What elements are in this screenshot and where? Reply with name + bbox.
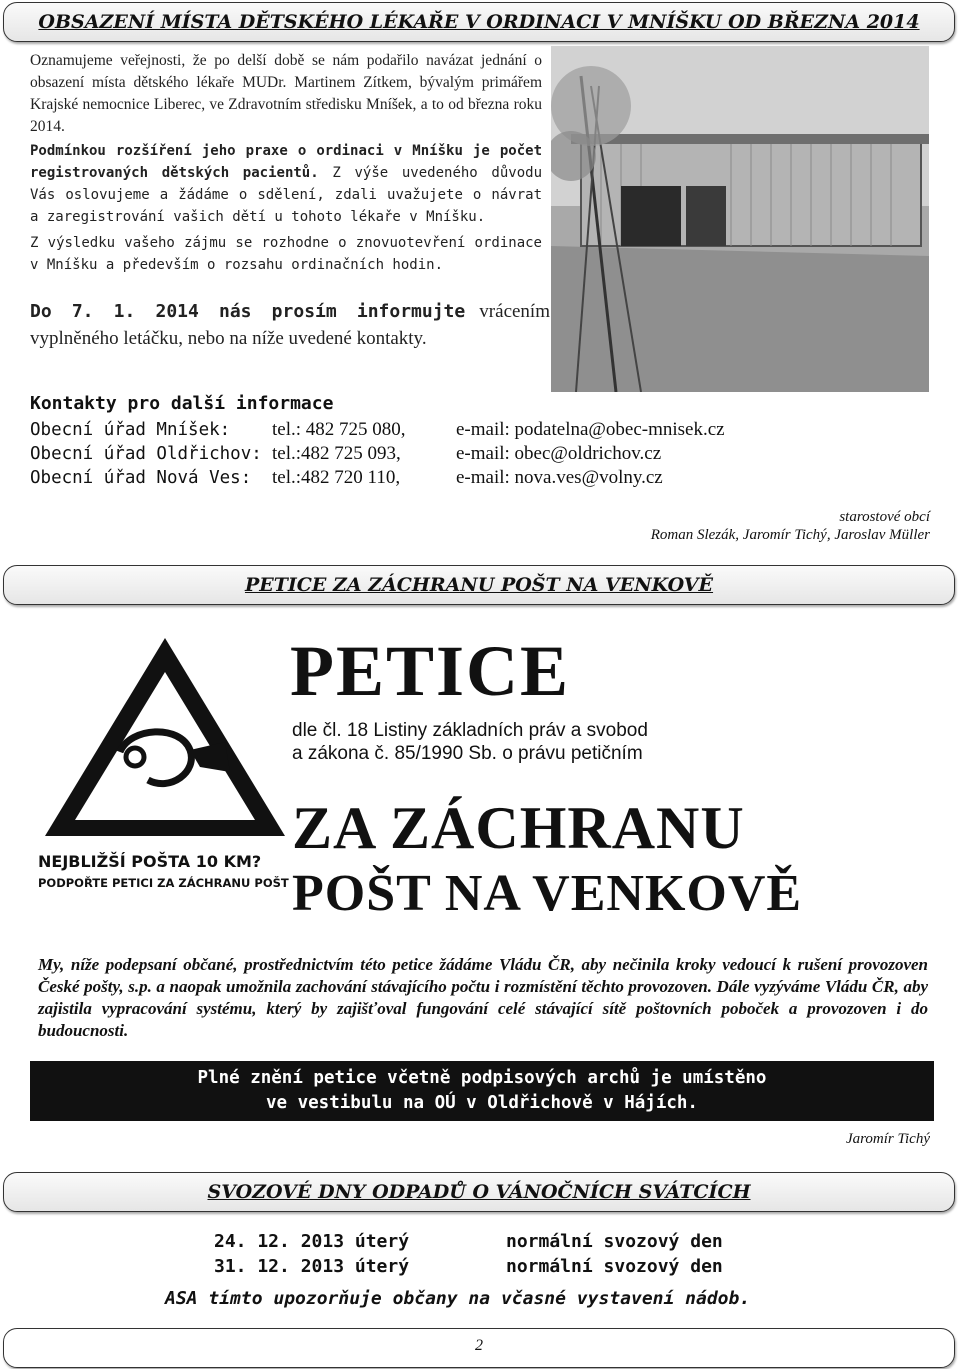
waste-row-1-date: 24. 12. 2013 úterý [214,1231,410,1252]
contacts-title: Kontakty pro další informace [30,393,334,414]
petition-law-2: a zákona č. 85/1990 Sb. o právu petičním [292,743,643,764]
section2-header [3,565,955,605]
petition-author: Jaromír Tichý [845,1131,930,1147]
contact-office: Obecní úřad Oldřichov: [30,444,262,464]
contact-tel: tel.:482 725 093, [272,443,401,464]
signature-names: Roman Slezák, Jaromír Tichý, Jaroslav Müller [650,527,930,543]
intro-paragraph: Oznamujeme veřejnosti, že po delší době se nám podařilo navázat jednání o obsazení místa dětského lékaře MUDr. Martinem Zítkem, bývalým primářem Krajské nemocnice Liberec, ve Zdravotním středisku Mníšek, a to od března roku 2014. [30,52,542,135]
petition-poster [30,614,934,1122]
condition-paragraph [30,140,542,228]
petition-big-line-1: ZA ZÁCHRANU [292,795,745,861]
signature-role: starostové obcí [839,509,930,525]
petition-law-1: dle čl. 18 Listiny základních práv a svobod [292,720,648,741]
waste-notice: ASA tímto upozorňuje občany na včasné vystavení nádob. [165,1288,751,1309]
footer-box [3,1328,955,1368]
page-number: 2 [475,1337,483,1354]
health-center-photo [551,46,929,392]
post-horn-warning-icon [40,632,290,842]
contact-tel: tel.:482 720 110, [272,467,401,488]
sign-subtitle: PODPOŘTE PETICI ZA ZÁCHRANU POŠT [38,876,289,890]
waste-row-1-note: normální svozový den [506,1231,723,1252]
banner-line-1: Plné znění petice včetně podpisových archů je umístěno [197,1068,767,1088]
contact-line-nova-ves [30,467,663,489]
contact-office: Obecní úřad Mníšek: [30,420,231,440]
contact-email[interactable]: e-mail: nova.ves@volny.cz [456,467,663,488]
contact-office: Obecní úřad Nová Ves: [30,468,252,488]
petition-body: My, níže podepsaní občané, prostřednictvím této petice žádáme Vládu ČR, aby nečinila kroky vedoucí k rušení provozoven České pošty, s.p. a naopak umožnila zachování stávajícího počtu i rozmístění těchto provozoven. Dále vyzýváme Vládu ČR, aby zajistila vypracování systému, který by zajišťoval fungování celé stávající sítě poštovních poboček a provozoven i do budoucnosti. [38,955,928,1040]
building-illustration [551,46,929,392]
contact-email[interactable]: e-mail: podatelna@obec-mnisek.cz [456,419,725,440]
waste-row-2-note: normální svozový den [506,1256,723,1277]
contact-email[interactable]: e-mail: obec@oldrichov.cz [456,443,662,464]
waste-row-2-date: 31. 12. 2013 úterý [214,1256,410,1277]
petition-banner [30,1061,934,1121]
sign-question: NEJBLIŽŠÍ POŠTA 10 KM? [38,852,262,871]
contact-line-oldrichov [30,443,661,465]
condition-bold: Podmínkou rozšíření jeho praxe o ordinaci v Mníšku je počet registrovaných dětských pacientů. [30,143,542,181]
banner-line-2: ve vestibulu na OÚ v Oldřichově v Hájích. [266,1093,698,1113]
deadline-bold: Do 7. 1. 2014 nás prosím informujte [30,301,466,322]
result-paragraph: Z výsledku vašeho zájmu se rozhodne o znovuotevření ordinace v Mníšku a především o rozsahu ordinačních hodin. [30,235,542,273]
condition-rest: Z výše uvedeného důvodu Vás oslovujeme a žádáme o sdělení, zdali uvažujete o návrat a zaregistrování vašich dětí u tohoto lékaře v Mníšku. [30,165,542,225]
contact-line-mnisek [30,419,725,441]
section1-heading: OBSAZENÍ MÍSTA DĚTSKÉHO LÉKAŘE V ORDINACI V MNÍŠKU OD BŘEZNA 2014 [38,11,920,33]
section3-heading: SVOZOVÉ DNY ODPADŮ O VÁNOČNÍCH SVÁTCÍCH [207,1181,751,1203]
petition-big-line-2: POŠT NA VENKOVĚ [292,865,803,922]
section3-header [3,1172,955,1212]
petition-title: PETICE [290,631,571,711]
deadline-rest: vrácením vyplněného letáčku, nebo na níže uvedené kontakty. [30,301,550,349]
contact-tel: tel.: 482 725 080, [272,419,406,440]
section1-header [3,2,955,42]
section2-heading: PETICE ZA ZÁCHRANU POŠT NA VENKOVĚ [244,574,714,596]
deadline-paragraph [30,298,550,352]
